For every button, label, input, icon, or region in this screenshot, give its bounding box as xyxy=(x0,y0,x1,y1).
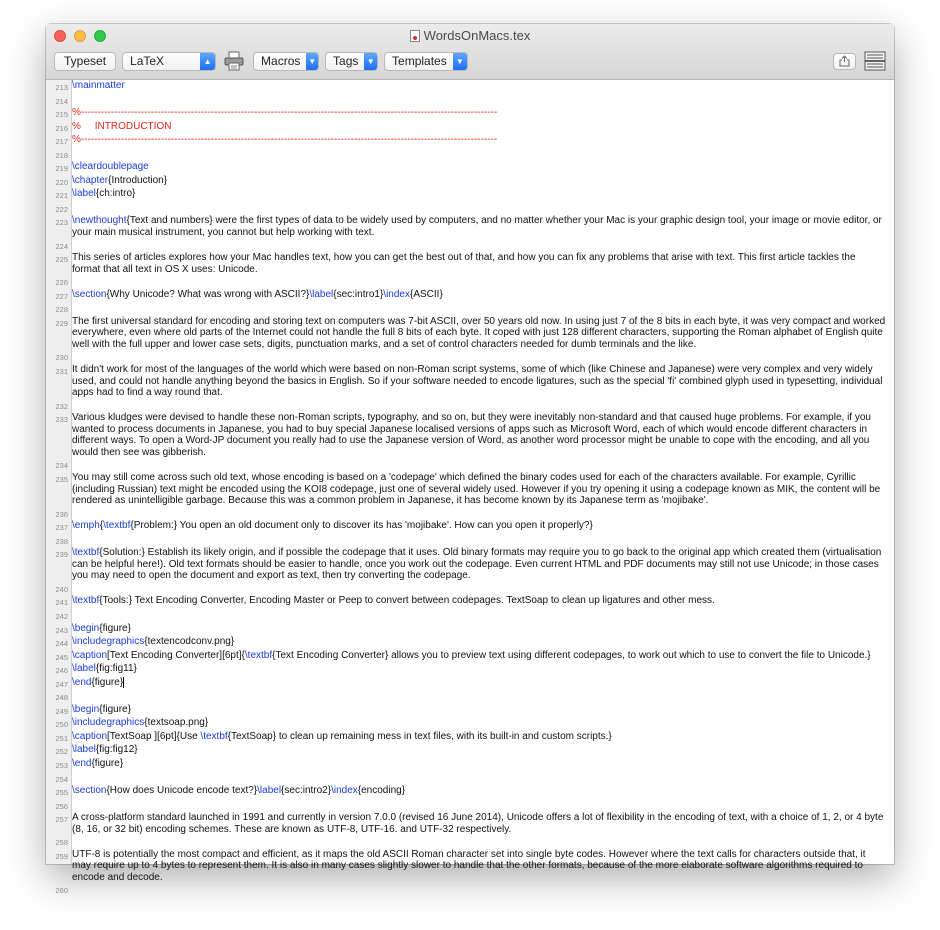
line-number: 244 xyxy=(55,639,68,649)
line-number: 227 xyxy=(55,291,68,301)
source-line[interactable] xyxy=(55,94,886,108)
line-number: 233 xyxy=(55,415,68,425)
chevron-down-icon: ▼ xyxy=(306,53,318,70)
latex-command: \label xyxy=(72,744,96,756)
source-text-run: You may still come across such old text, whose encoding is based on a 'codepage' which defined the binary codes used for each of the characters available. For example, Cyrillic (including Russian) text might be encoded using the KOI8 codepage, just one of several widely used. However if you try opening it using a codepage known as MIK, the content will be rendered as unintelligible garbage. Because this was a common problem in Japanese, it has become known by its Japanese term as 'mojibake'. xyxy=(72,471,884,507)
source-line[interactable] xyxy=(55,609,886,623)
line-number: 229 xyxy=(55,318,68,328)
latex-comment: %----------------------------------------------------------------------------------------------------------------------------- xyxy=(72,107,498,119)
source-text-run: {figure} xyxy=(99,622,131,634)
source-text-run: {Why Unicode? What was wrong with ASCII?} xyxy=(106,288,310,300)
line-content xyxy=(72,799,886,813)
line-number: 220 xyxy=(55,177,68,187)
source-text-run: [Text Encoding Converter][6pt]{ xyxy=(107,649,245,661)
window-title xyxy=(46,28,894,43)
source-text-run: {textsoap.png} xyxy=(144,717,209,729)
split-window-icon[interactable] xyxy=(864,51,886,71)
line-number: 225 xyxy=(55,255,68,265)
source-line[interactable] xyxy=(55,744,886,758)
line-content xyxy=(72,507,886,521)
line-content xyxy=(72,849,886,884)
line-number: 216 xyxy=(55,123,68,133)
source-line[interactable] xyxy=(55,595,886,609)
source-text-run: The first universal standard for encoding and storing text on computers was 7-bit ASCII, over 50 years old now. In using just 7 of the 8 bits in each byte, it was very compact and worked everywhere, even where old parts of the Internet could not handle the full 8 bits of each byte. It coped with just 128 different characters, supporting the Roman alphabet of English quite well with the full upper and lower case sets, digits, punctuation marks, and a set of control characters needed for dumb terminals and the like. xyxy=(72,315,888,350)
line-content xyxy=(72,785,886,799)
document-icon[interactable] xyxy=(410,30,420,42)
source-line[interactable] xyxy=(55,799,886,813)
line-content xyxy=(72,412,886,458)
source-line[interactable] xyxy=(55,649,886,664)
line-content xyxy=(72,650,886,664)
line-content xyxy=(72,623,886,637)
source-line[interactable] xyxy=(55,412,886,458)
source-text-run: {Text Encoding Converter} allows you to preview text using different codepages, to work out which to use to convert the file to Unicode.} xyxy=(272,649,871,661)
line-number: 251 xyxy=(55,733,68,743)
line-number: 234 xyxy=(55,461,68,471)
tags-popup-label: Tags xyxy=(333,54,359,68)
line-content xyxy=(72,717,886,731)
line-number: 254 xyxy=(55,774,68,784)
line-content xyxy=(72,275,886,289)
line-content xyxy=(72,609,886,623)
latex-command: \includegraphics xyxy=(72,636,145,648)
line-content xyxy=(72,704,886,718)
latex-command: \index xyxy=(331,785,358,797)
source-line[interactable] xyxy=(55,215,886,239)
source-line[interactable] xyxy=(55,399,886,413)
source-line[interactable] xyxy=(55,174,886,189)
source-line[interactable] xyxy=(55,730,886,745)
line-content xyxy=(72,472,886,507)
line-number: 246 xyxy=(55,666,68,676)
latex-command: \cleardoublepage xyxy=(72,161,149,173)
line-content xyxy=(72,547,886,582)
line-number: 252 xyxy=(55,747,68,757)
line-number: 221 xyxy=(55,191,68,201)
source-line[interactable] xyxy=(55,534,886,548)
line-number: 250 xyxy=(55,720,68,730)
line-number: 241 xyxy=(55,598,68,608)
line-content xyxy=(72,812,886,835)
source-line[interactable] xyxy=(55,252,886,275)
chevron-down-icon: ▼ xyxy=(364,53,377,70)
source-line[interactable] xyxy=(55,275,886,289)
source-line[interactable] xyxy=(55,188,886,202)
line-number: 222 xyxy=(55,204,68,214)
editor-window xyxy=(46,24,894,896)
source-text-run: [TextSoap ][6pt]{Use xyxy=(107,730,201,742)
line-number: 239 xyxy=(55,550,68,560)
toolbar xyxy=(54,50,886,72)
window-title-text: WordsOnMacs.tex xyxy=(423,28,531,43)
chevron-updown-icon: ▲︎ xyxy=(200,53,215,70)
latex-command: \label xyxy=(257,785,282,797)
macros-popup-label: Macros xyxy=(261,54,301,68)
line-number: 240 xyxy=(55,584,68,594)
line-number: 237 xyxy=(55,523,68,533)
line-content xyxy=(72,520,886,534)
line-number: 256 xyxy=(55,801,68,811)
source-text-run: UTF-8 is potentially the most compact and efficient, as it maps the old ASCII Roman character set into single byte codes. However where the text calls for characters outside that, it may require up to 4 bytes to represent them. It is also in many cases slightly slower to handle that the other formats, because of the more elaborate software algorithms required to encode and decode. xyxy=(72,848,869,883)
source-text-run: { xyxy=(99,520,104,532)
latex-command: \includegraphics xyxy=(72,717,145,729)
source-line[interactable] xyxy=(55,350,886,364)
format-popup-value: LaTeX xyxy=(130,54,165,68)
source-text-run: {sec:intro1} xyxy=(333,288,384,300)
line-content xyxy=(72,107,886,121)
line-number: 247 xyxy=(55,679,68,689)
line-content xyxy=(72,252,886,275)
source-text-run: {textencodconv.png} xyxy=(144,636,235,648)
line-content xyxy=(72,161,886,175)
line-number: 259 xyxy=(55,851,68,861)
source-text-run: {How does Unicode encode text?} xyxy=(106,785,258,797)
source-line[interactable] xyxy=(55,161,886,175)
line-number: 238 xyxy=(55,536,68,546)
source-text-run: {ASCII} xyxy=(409,288,443,300)
source-line[interactable] xyxy=(55,134,886,148)
line-content xyxy=(72,134,886,148)
latex-command: \end xyxy=(72,676,92,688)
source-line[interactable] xyxy=(55,315,888,351)
line-number: 232 xyxy=(55,401,68,411)
latex-command: \caption xyxy=(72,649,108,661)
source-text-run: {figure} xyxy=(91,676,124,688)
latex-command: \textbf xyxy=(103,520,131,532)
source-line[interactable] xyxy=(55,636,886,650)
line-content xyxy=(72,399,886,413)
line-content xyxy=(72,677,886,691)
tags-popup[interactable] xyxy=(325,52,378,71)
latex-command: \mainmatter xyxy=(72,80,125,91)
source-text-run: {sec:intro2} xyxy=(281,785,332,797)
latex-command: \label xyxy=(309,288,334,300)
line-content xyxy=(72,731,886,745)
source-line[interactable] xyxy=(55,676,886,691)
line-content xyxy=(72,758,886,772)
line-number: 217 xyxy=(55,137,68,147)
latex-command: \end xyxy=(72,757,92,769)
source-text-run: {TextSoap} to clean up remaining mess in text files, with its built-in and custom scripts.} xyxy=(227,730,612,742)
templates-popup-label: Templates xyxy=(392,54,447,68)
source-line[interactable] xyxy=(55,547,886,582)
line-content xyxy=(72,350,886,364)
source-text-run: {Text and numbers} were the first types of data to be widely used by computers, and no matter whether your Mac is your graphic design tool, your image or movie editor, or your main musical instrument, you cannot but help working with text. xyxy=(72,215,885,239)
line-content xyxy=(72,121,886,135)
line-content xyxy=(72,364,886,399)
source-line[interactable] xyxy=(55,663,886,677)
line-number: 230 xyxy=(55,353,68,363)
source-line[interactable] xyxy=(55,80,886,94)
source-line[interactable] xyxy=(55,785,886,799)
source-text-run: It didn't work for most of the languages of the world which were based on non-Roman script systems, some of which (like Chinese and Japanese) were very complex and very widely used, and could not handle anything beyond the basics in English. So if your software needed to encode ligatures, such as the special 'fi' combined glyph used in typesetting, individual apps had to find a way round that. xyxy=(72,364,886,399)
source-line[interactable] xyxy=(55,622,886,637)
source-text-run: {Solution:} Establish its likely origin, and if possible the codepage that it uses. Old binary formats may require you to go back to the original app which created them (virtualisation can be helpful here!). Old text formats should be easier to handle, once you work out the codepage. Even current HTML and PDF documents may still not use Unicode; in those cases you may need to open the document and export as text, then try converting the codepage. xyxy=(72,547,885,582)
source-line[interactable] xyxy=(55,239,886,253)
source-line[interactable] xyxy=(55,582,886,596)
source-text-run: {fig:fig11} xyxy=(95,663,137,675)
source-line[interactable] xyxy=(55,107,886,121)
source-line[interactable] xyxy=(55,458,886,472)
share-icon xyxy=(839,55,850,67)
line-number: 242 xyxy=(55,611,68,621)
line-number: 218 xyxy=(55,150,68,160)
latex-command: \caption xyxy=(72,730,108,742)
source-text-run: {Problem:} You open an old document only to discover its has 'mojibake'. How can you open it properly?} xyxy=(130,520,593,532)
line-number: 243 xyxy=(55,625,68,635)
line-content xyxy=(72,883,886,897)
macros-popup[interactable] xyxy=(253,52,319,71)
source-line[interactable] xyxy=(55,120,886,135)
source-text-run: This series of articles explores how your Mac handles text, how you can get the best out of that, and how you can fix any problems that arise with text. This first article tackles the format that all text in OS X uses: Unicode. xyxy=(72,252,859,275)
source-line[interactable] xyxy=(55,717,886,731)
source-text-run: {Tools:} Text Encoding Converter, Encoding Master or Peep to convert between codepages. TextSoap to clean up ligatures and other mess. xyxy=(99,595,715,607)
line-content xyxy=(72,239,886,253)
chevron-down-icon: ▼ xyxy=(453,53,467,70)
line-content xyxy=(72,80,886,94)
source-line[interactable] xyxy=(55,302,886,316)
line-number: 214 xyxy=(55,96,68,106)
latex-command: \newthought xyxy=(72,215,127,227)
line-content xyxy=(72,202,886,216)
source-line[interactable] xyxy=(55,772,886,786)
line-number: 215 xyxy=(55,110,68,120)
line-content xyxy=(72,534,886,548)
line-content xyxy=(72,663,886,677)
latex-command: \section xyxy=(72,288,107,300)
line-number: 228 xyxy=(55,305,68,315)
line-number: 255 xyxy=(55,788,68,798)
latex-command: \index xyxy=(383,288,410,300)
latex-command: \chapter xyxy=(72,174,109,186)
line-number: 248 xyxy=(55,693,68,703)
templates-popup[interactable] xyxy=(384,52,468,71)
source-line[interactable] xyxy=(55,507,886,521)
line-content xyxy=(72,690,886,704)
latex-command: \textbf xyxy=(244,649,273,661)
source-text[interactable] xyxy=(55,80,894,896)
title-bar xyxy=(46,24,894,80)
source-text-run: {ch:intro} xyxy=(95,188,136,200)
source-line[interactable] xyxy=(55,835,886,849)
line-number: 223 xyxy=(55,218,68,228)
line-content xyxy=(72,215,886,238)
share-button[interactable] xyxy=(833,53,856,70)
latex-command: \begin xyxy=(72,703,100,715)
source-editor[interactable] xyxy=(46,80,894,896)
latex-command: \emph xyxy=(72,520,100,532)
source-line[interactable] xyxy=(55,288,886,303)
source-text-run: {fig:fig12} xyxy=(95,744,138,756)
line-content xyxy=(72,94,886,108)
line-number: 226 xyxy=(55,278,68,288)
source-text-run: {encoding} xyxy=(357,785,406,797)
source-line[interactable] xyxy=(55,703,886,718)
source-text-run: Various kludges were devised to handle these non-Roman scripts, typography, and so on, but they were inevitably non-standard and that caused huge problems. For example, if you wanted to process documents in Japanese, you had to buy special Japanese localised versions of apps such as Microsoft Word, each of which would encode different characters in different ways. To open a Word-JP document you really had to use the Japanese version of Word, as another word processor might be unable to cope with the encoding, and all you would then see was gibberish. xyxy=(72,412,874,458)
line-number: 253 xyxy=(55,760,68,770)
source-text-run: {Introduction} xyxy=(108,174,168,186)
line-content xyxy=(72,316,886,351)
source-line[interactable] xyxy=(55,883,886,897)
source-line[interactable] xyxy=(55,520,886,534)
text-caret xyxy=(123,677,124,688)
source-line[interactable] xyxy=(55,202,886,216)
latex-command: \label xyxy=(72,663,96,675)
printer-icon[interactable] xyxy=(223,51,245,71)
source-line[interactable] xyxy=(55,690,886,704)
line-number: 231 xyxy=(55,367,68,377)
line-number: 258 xyxy=(55,838,68,848)
source-line[interactable] xyxy=(55,757,886,772)
latex-command: \textbf xyxy=(200,730,228,742)
latex-command: \begin xyxy=(72,622,100,634)
line-content xyxy=(72,595,886,609)
latex-command: \section xyxy=(72,785,107,797)
latex-comment: %----------------------------------------------------------------------------------------------------------------------------- xyxy=(72,134,498,146)
line-number: 260 xyxy=(55,886,68,896)
line-number: 236 xyxy=(55,509,68,519)
line-content xyxy=(72,458,886,472)
line-content xyxy=(72,744,886,758)
typeset-button[interactable]: Typeset xyxy=(54,52,116,71)
latex-command: \label xyxy=(72,188,96,200)
source-line[interactable] xyxy=(55,471,886,507)
source-text-run: {figure} xyxy=(99,703,131,715)
format-popup[interactable] xyxy=(122,52,216,71)
line-content xyxy=(72,289,886,303)
line-number: 224 xyxy=(55,241,68,251)
line-content xyxy=(72,175,886,189)
source-line[interactable] xyxy=(55,148,886,162)
line-number: 245 xyxy=(55,652,68,662)
source-text-run: {figure} xyxy=(91,757,124,769)
line-content xyxy=(72,835,886,849)
line-number: 219 xyxy=(55,164,68,174)
source-line[interactable] xyxy=(55,364,886,399)
latex-command: \textbf xyxy=(72,547,100,559)
source-line[interactable] xyxy=(55,812,887,835)
source-text-run: A cross-platform standard launched in 1991 and currently in version 7.0.0 (revised 16 June 2014), Unicode offers a lot of flexibility in the encoding of text, with a choice of 1, 2, or 4 byte (8, 16, or 32 bit) encoding schemes. These are known as UTF-8, UTF-16. and UTF-32 respectively. xyxy=(72,812,887,835)
latex-command: \textbf xyxy=(72,595,100,607)
line-number: 257 xyxy=(55,815,68,825)
line-content xyxy=(72,636,886,650)
line-number: 235 xyxy=(55,474,68,484)
latex-comment: % INTRODUCTION xyxy=(72,120,172,132)
source-line[interactable] xyxy=(55,848,886,884)
toolbar-right-group xyxy=(833,51,886,71)
line-content xyxy=(72,582,886,596)
line-content xyxy=(72,772,886,786)
line-content xyxy=(72,302,886,316)
line-content xyxy=(72,148,886,162)
line-number: 213 xyxy=(55,83,68,92)
line-number: 249 xyxy=(55,706,68,716)
line-content xyxy=(72,188,886,202)
